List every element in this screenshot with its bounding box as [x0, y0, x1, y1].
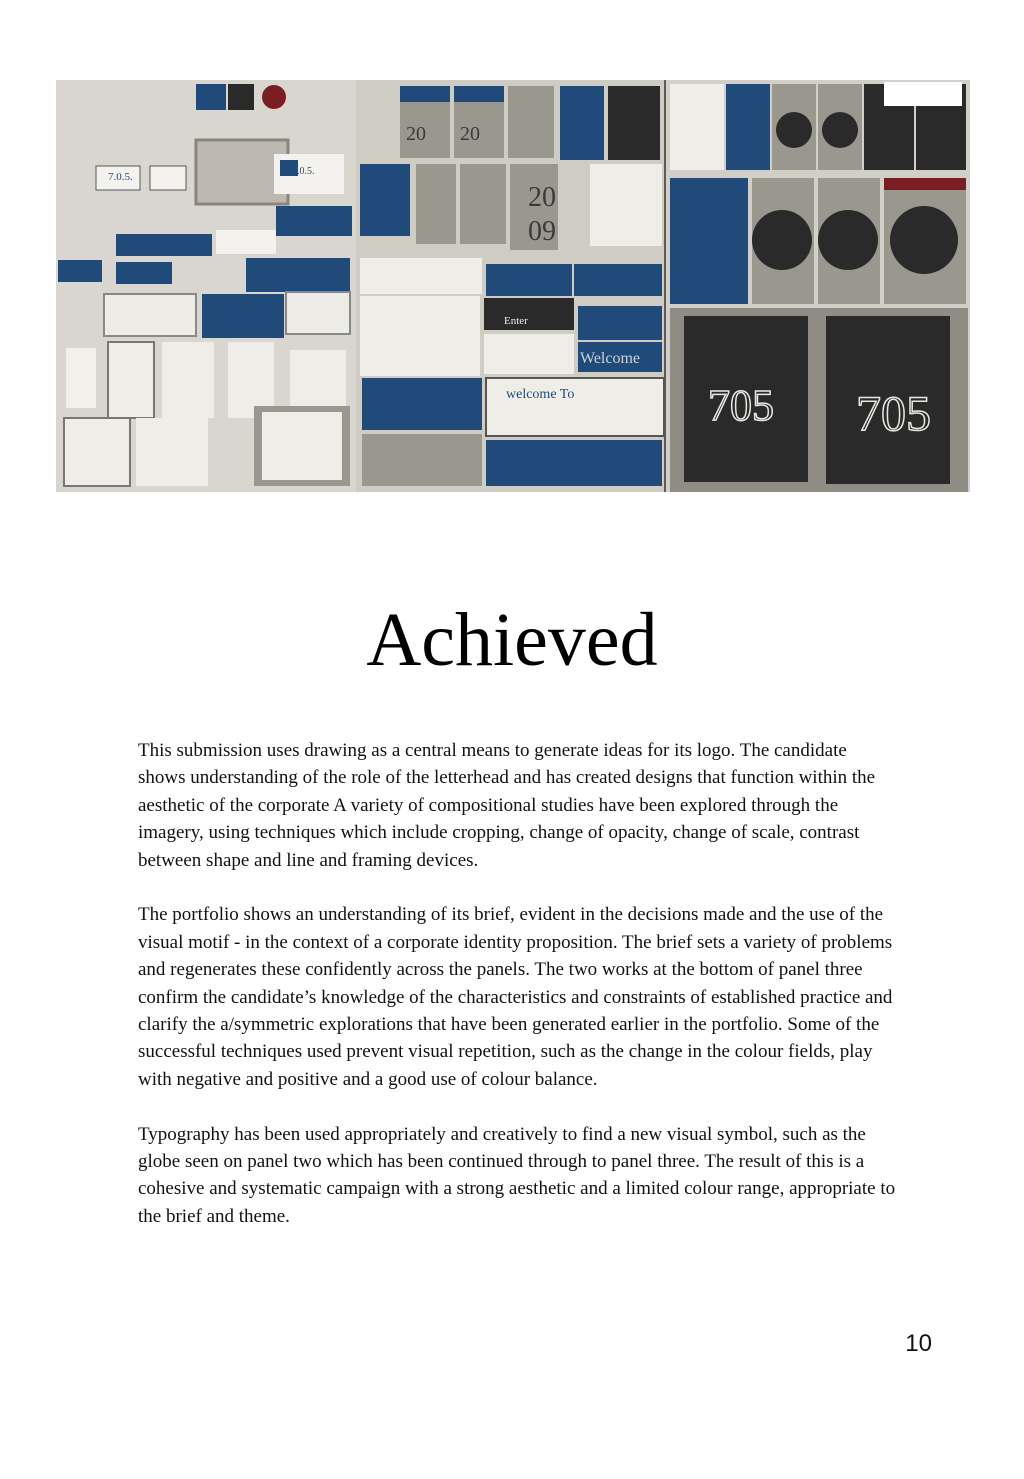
page-title: Achieved [366, 598, 658, 682]
panel-two-year-b: 20 [460, 123, 480, 145]
panel-two-enter: Enter [504, 315, 528, 327]
panel-two-year-d: 09 [528, 216, 556, 247]
paragraph-typography: Typography has been used appropriately and creatively to find a new visual symbol, such as the globe seen on panel two which has been continued through to panel three. The result of this is a cohesive and systematic campaign with a strong aesthetic and a limited colour range, appropriate to the brief and theme. [138, 1123, 896, 1227]
panel-one-brand-mark-2: 7.0.5. [292, 166, 315, 177]
panel-three-705-b: 705 [856, 385, 931, 441]
paragraph-portfolio: The portfolio shows an understanding of its brief, evident in the decisions made and the use of the visual motif - in the context of a corporate identity proposition. The brief sets a variety of problems and regenerates these confidently across the panels. The two works at the bottom of panel three confirm the candidate’s knowledge of the characteristics and constraints of established practice and clarify the a/symmetric explorations that have been generated earlier in the portfolio. Some of the successful techniques used prevent visual repetition, such as the change in the colour fields, play with negative and positive and a good use of colour balance. [138, 904, 893, 1090]
panel-two-welcome-to: welcome To [506, 387, 575, 402]
panel-one-brand-mark: 7.0.5. [108, 171, 133, 183]
portfolio-photo [56, 80, 970, 492]
panel-two-year-c: 20 [528, 182, 556, 213]
page-number: 10 [905, 1330, 932, 1357]
portfolio-panels-illustration [56, 80, 970, 492]
paragraph-drawing: This submission uses drawing as a central means to generate ideas for its logo. The candidate shows understanding of the role of the letterhead and has created designs that function within the aesthetic of the corporate A variety of compositional studies have been explored through the imagery, using techniques which include cropping, change of opacity, change of scale, contrast between shape and line and framing devices. [138, 740, 876, 871]
panel-two-year-a: 20 [406, 123, 426, 145]
panel-three-705-a: 705 [708, 381, 774, 430]
assessment-commentary [138, 737, 898, 1258]
panel-two-welcome: Welcome [580, 350, 641, 367]
